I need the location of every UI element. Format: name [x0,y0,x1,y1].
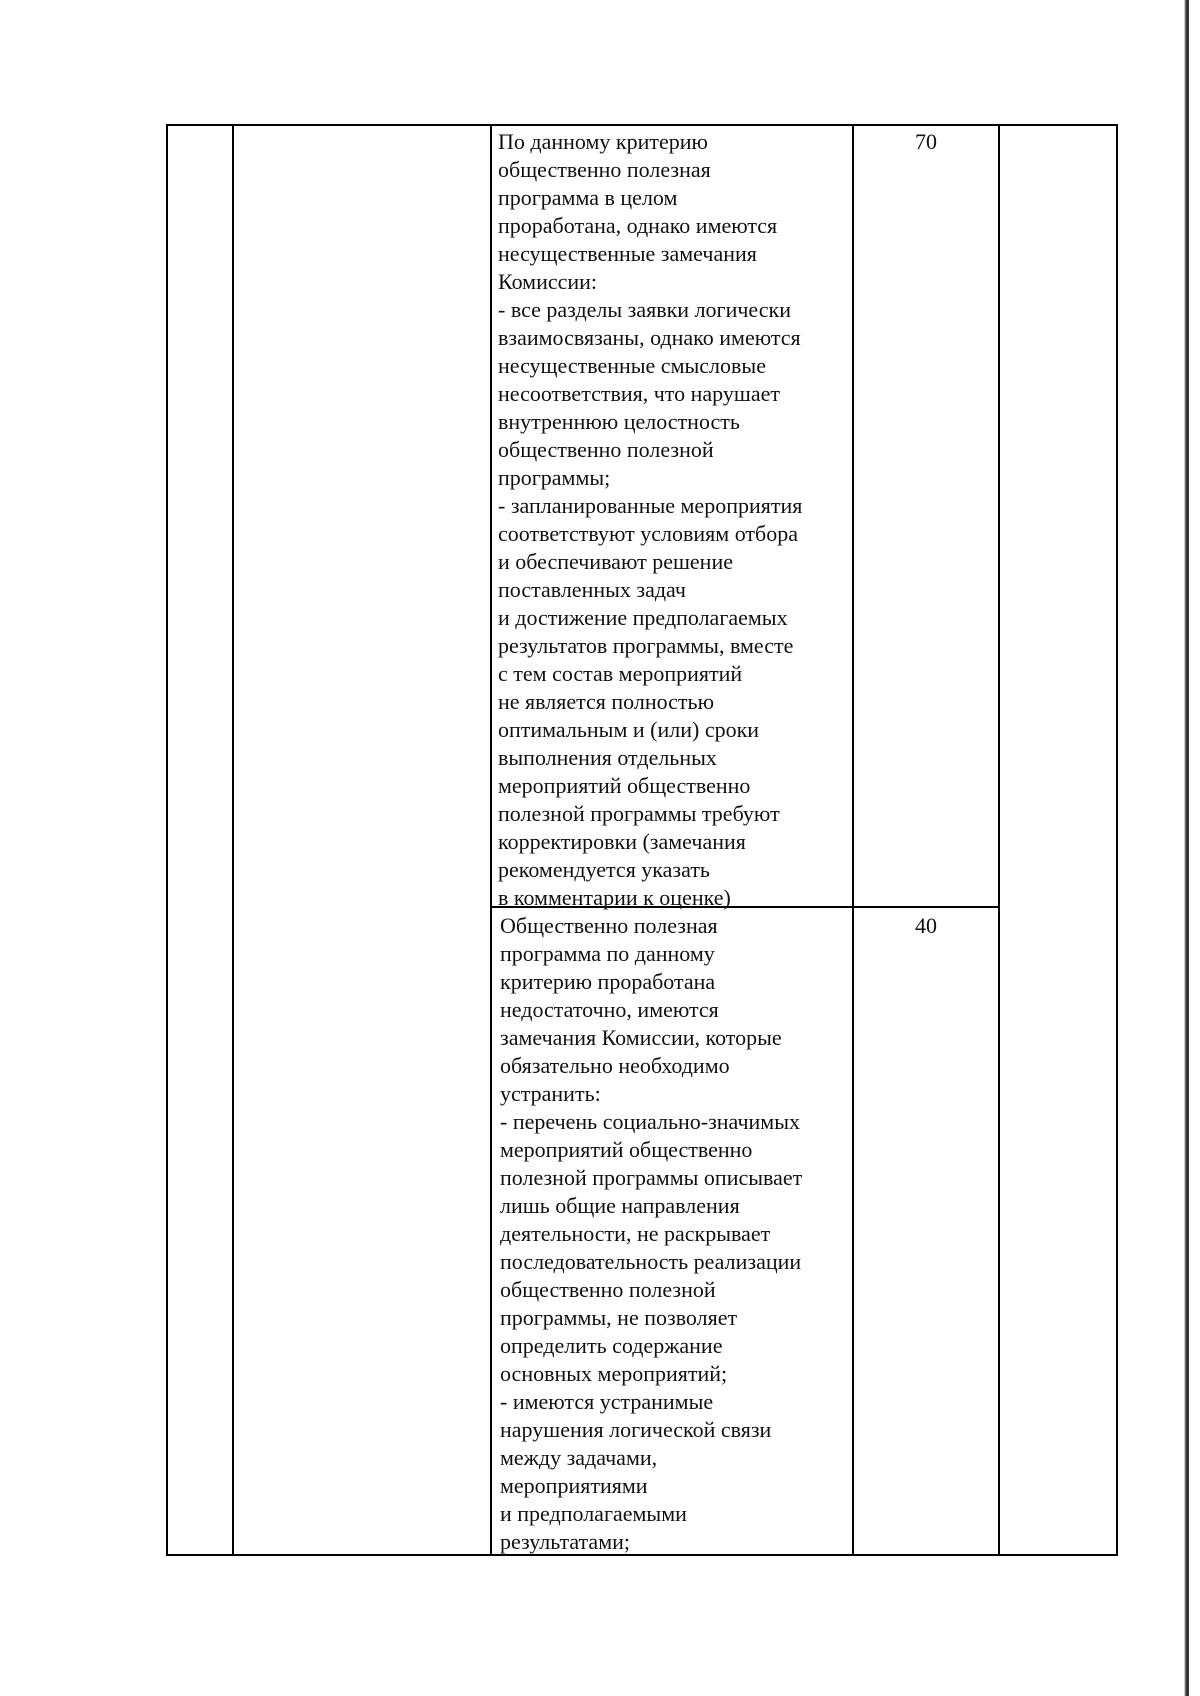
column-divider-1 [232,126,234,1554]
column-divider-3 [852,126,854,1554]
criterion-score-row-2: 40 [915,913,937,938]
criteria-table [166,124,1118,1556]
criterion-description-row-1: По данному критерию общественно полезная программа в целом проработана, однако имеются несущественные замечания Комиссии: - все разделы заявки логически взаимосвязаны, однако имеются несущественные смысловые несоответствия, что нарушает внутреннюю целостность общественно полезной программы; - запланированные мероприятия соответствуют условиям отбора и обеспечивают решение поставленных задач и достижение предполагаемых результатов программы, вместе с тем состав мероприятий не является полностью оптимальным и (или) сроки выполнения отдельных мероприятий общественно полезной программы требуют корректировки (замечания рекомендуется указать в комментарии к оценке) [498,129,803,910]
column-divider-2 [490,126,492,1554]
scan-edge-artifact [1184,0,1189,1696]
criterion-description-row-2: Общественно полезная программа по данному критерию проработана недостаточно, имеются замечания Комиссии, которые обязательно необходимо устранить: - перечень социально-значимых мероприятий общественно полезной программы описывает лишь общие направления деятельности, не раскрывает последовательность реализации общественно полезной программы, не позволяет определить содержание основных мероприятий; - имеются устранимые нарушения логической связи между задачами, мероприятиями и предполагаемыми результатами; [500,913,803,1554]
criterion-score-row-1: 70 [915,129,937,154]
column-divider-4 [998,126,1000,1554]
